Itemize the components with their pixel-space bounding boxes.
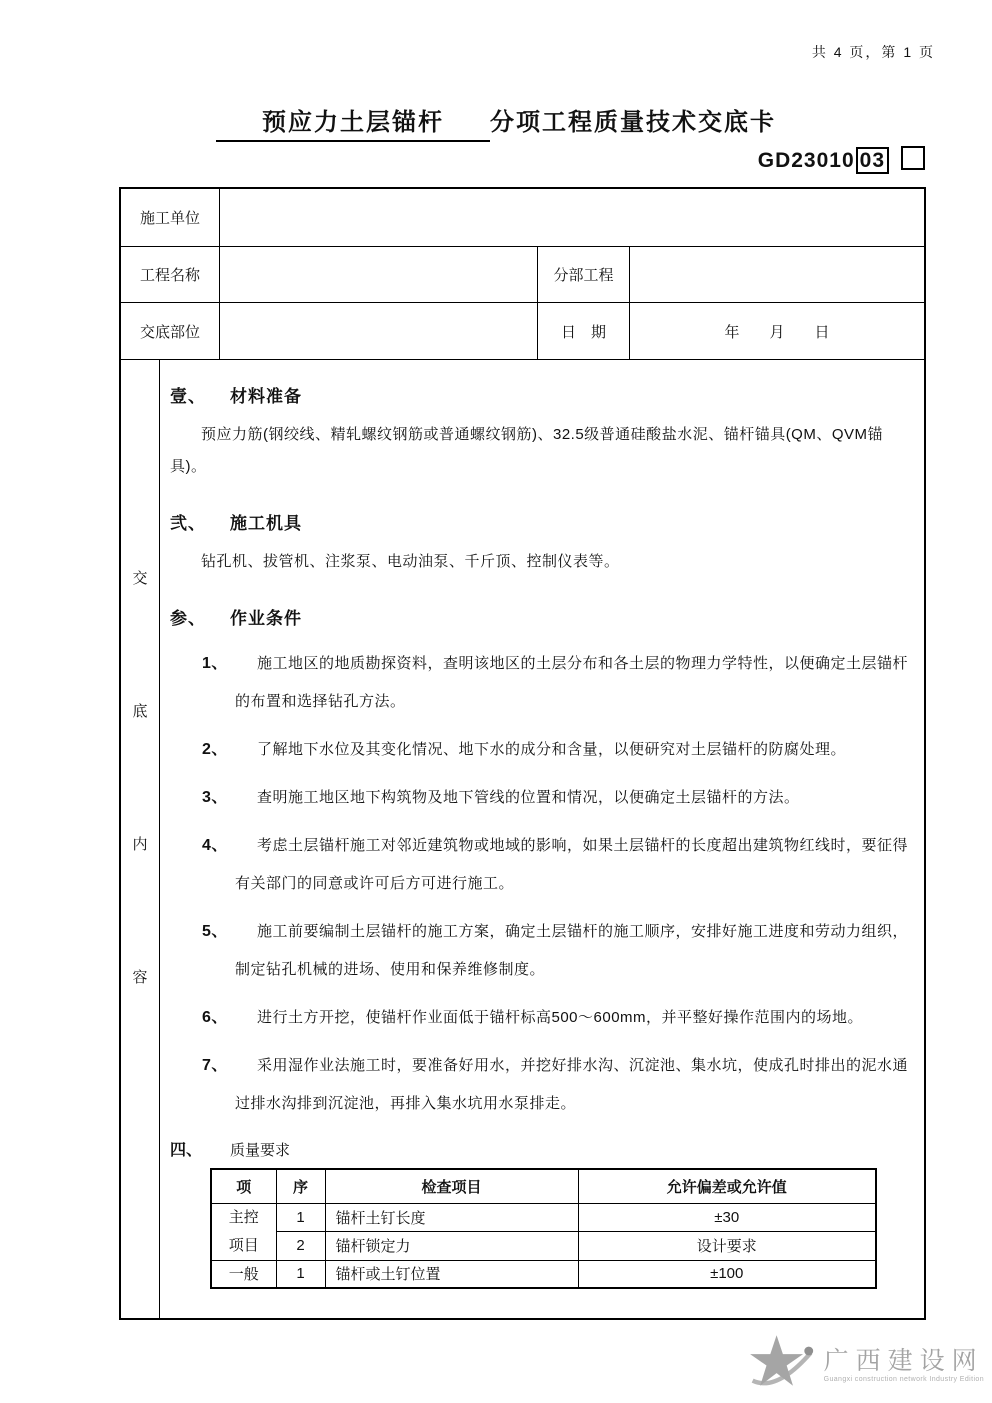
row-project-name [121, 247, 924, 303]
date-value: 年 月 日 [724, 323, 830, 341]
page-number: 共 4 页，第 1 页 [811, 44, 935, 60]
disclosure-content-body [160, 360, 924, 1318]
seq-cell: 1 [276, 1203, 325, 1232]
form-code-boxed-digits: 03 [856, 147, 889, 174]
disclosure-part-value [220, 303, 538, 359]
item-text: 施工前要编制土层锚杆的施工方案，确定土层锚杆的施工顺序，安排好施工进度和劳动力组织，制定钻孔机械的进场、使用和保养维修制度。 [235, 923, 909, 978]
side-char: 内 [132, 836, 148, 853]
item-number: 4、 [202, 837, 228, 854]
construction-unit-label: 施工单位 [121, 189, 220, 246]
item-number: 7、 [202, 1057, 228, 1074]
watermark-cn: 广西建设网 [823, 1347, 984, 1376]
side-char: 交 [132, 570, 148, 587]
section-title: 作业条件 [230, 609, 302, 628]
section-number: 弐、 [170, 514, 206, 533]
section-number: 壹、 [170, 387, 206, 406]
category-line: 主控 [228, 1208, 259, 1226]
document-title [0, 102, 992, 142]
section-number: 参、 [170, 609, 206, 628]
list-item [160, 779, 918, 817]
list-item [160, 645, 918, 721]
section-heading-materials [170, 382, 918, 407]
list-item [160, 827, 918, 903]
project-name-label: 工程名称 [121, 247, 220, 302]
division-label: 分部工程 [538, 247, 630, 302]
item-number: 3、 [202, 789, 228, 806]
section-title: 施工机具 [230, 514, 302, 533]
condition-items-list [160, 645, 918, 1123]
col-header-category: 项 [211, 1169, 276, 1203]
table-row [211, 1203, 876, 1232]
seq-cell: 2 [276, 1232, 325, 1261]
row-disclosure-content [121, 360, 924, 1318]
star-logo-icon [746, 1334, 816, 1397]
category-cell-main-control [211, 1203, 276, 1260]
section-number: 四、 [170, 1142, 203, 1159]
section-heading-quality [170, 1137, 918, 1160]
side-char: 底 [132, 703, 148, 720]
tolerance-cell: 设计要求 [578, 1232, 876, 1261]
watermark-en: Guangxi construction network Industry Edition [823, 1375, 984, 1383]
watermark-text [824, 1348, 984, 1383]
disclosure-content-vertical-label [121, 360, 160, 1318]
list-item [160, 999, 918, 1037]
form-code [758, 146, 925, 173]
section-title: 材料准备 [230, 387, 302, 406]
col-header-item: 检查项目 [325, 1169, 578, 1203]
item-text: 采用湿作业法施工时，要准备好用水，并挖好排水沟、沉淀池、集水坑，使成孔时排出的泥水通过排水沟排到沉淀池，再排入集水坑用水泵排走。 [235, 1057, 909, 1112]
date-label: 日 期 [538, 303, 630, 359]
item-number: 2、 [202, 741, 228, 758]
item-text: 进行土方开挖，使锚杆作业面低于锚杆标高500～600mm，并平整好操作范围内的场地。 [257, 1009, 864, 1026]
tolerance-cell: ±30 [578, 1203, 876, 1232]
section-heading-machines [170, 509, 918, 534]
row-construction-unit [121, 189, 924, 247]
table-row [211, 1260, 876, 1288]
item-number: 6、 [202, 1009, 228, 1026]
construction-unit-value [220, 189, 924, 246]
table-row [211, 1232, 876, 1261]
seq-cell: 1 [276, 1260, 325, 1288]
list-item [160, 1047, 918, 1123]
category-cell-general: 一般 [211, 1260, 276, 1288]
section-materials-text: 预应力筋(钢绞线、精轧螺纹钢筋或普通螺纹钢筋)、32.5级普通硅酸盐水泥、锚杆锚具(QM、QVM锚具)。 [170, 426, 884, 475]
row-disclosure-part [121, 303, 924, 360]
list-item [160, 731, 918, 769]
item-number: 1、 [202, 655, 228, 672]
item-text: 考虑土层锚杆施工对邻近建筑物或地域的影响，如果土层锚杆的长度超出建筑物红线时，要征得有关部门的同意或许可后方可进行施工。 [235, 837, 909, 892]
section-heading-conditions [170, 604, 918, 629]
item-text: 查明施工地区地下构筑物及地下管线的位置和情况，以便确定土层锚杆的方法。 [257, 789, 800, 806]
item-cell: 锚杆锁定力 [325, 1232, 578, 1261]
project-name-value [220, 247, 538, 302]
division-value [630, 247, 924, 302]
site-watermark [746, 1334, 984, 1397]
col-header-seq: 序 [276, 1169, 325, 1203]
list-item [160, 913, 918, 989]
item-number: 5、 [202, 923, 228, 940]
item-text: 施工地区的地质勘探资料，查明该地区的土层分布和各土层的物理力学特性，以便确定土层锚杆的布置和选择钻孔方法。 [235, 655, 909, 710]
item-text: 了解地下水位及其变化情况、地下水的成分和含量，以便研究对土层锚杆的防腐处理。 [257, 741, 847, 758]
quality-requirements-table [210, 1168, 877, 1289]
disclosure-part-label: 交底部位 [121, 303, 220, 359]
title-rest: 分项工程质量技术交底卡 [490, 109, 776, 136]
form-code-checkbox [901, 146, 925, 170]
title-subproject-name: 预应力土层锚杆 [216, 102, 490, 142]
item-cell: 锚杆土钉长度 [325, 1203, 578, 1232]
category-line: 项目 [228, 1236, 259, 1254]
table-header-row [211, 1169, 876, 1203]
form-code-prefix: GD23010 [757, 149, 855, 172]
section-machines-text: 钻孔机、拔管机、注浆泵、电动油泵、千斤顶、控制仪表等。 [201, 553, 620, 570]
col-header-tolerance: 允许偏差或允许值 [578, 1169, 876, 1203]
tolerance-cell: ±100 [578, 1260, 876, 1288]
item-cell: 锚杆或土钉位置 [325, 1260, 578, 1288]
side-char: 容 [132, 969, 148, 986]
disclosure-form-table [119, 187, 926, 1320]
section-title: 质量要求 [230, 1142, 291, 1159]
